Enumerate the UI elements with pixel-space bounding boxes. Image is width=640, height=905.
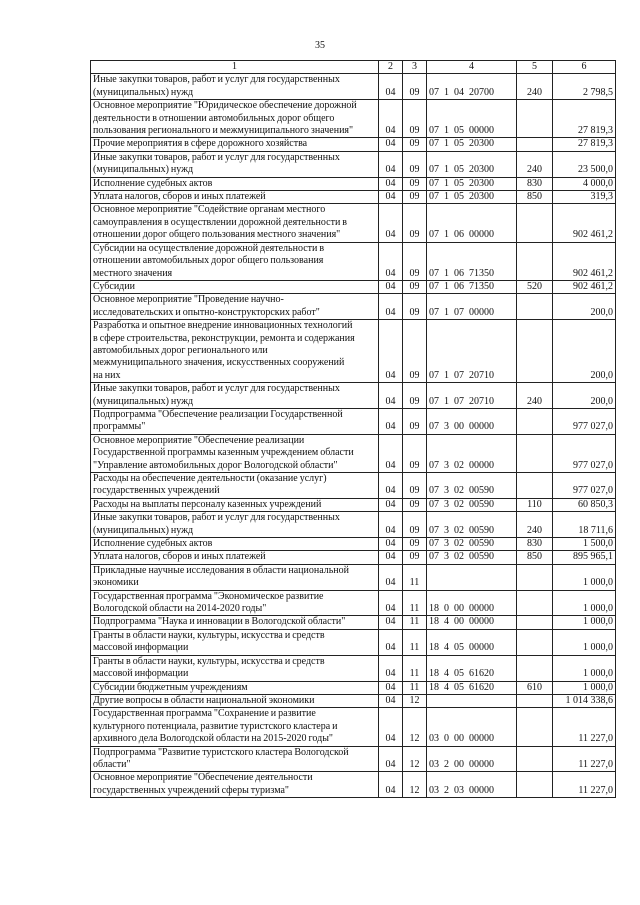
table-row xyxy=(91,100,616,138)
section-code: 04 xyxy=(379,772,403,798)
subsection-code: 11 xyxy=(403,681,427,694)
row-name-line: (муниципальных) нужд xyxy=(93,86,194,98)
target-item-code: 18 4 00 00000 xyxy=(427,616,517,629)
section-code: 04 xyxy=(379,746,403,772)
expense-type-code xyxy=(517,708,553,746)
target-item-code: 07 1 05 20300 xyxy=(427,151,517,177)
row-name-line: Основное мероприятие "Юридическое обеспечение дорожной xyxy=(93,100,357,112)
expense-type-code: 240 xyxy=(517,74,553,100)
row-name xyxy=(91,280,379,293)
subsection-code: 09 xyxy=(403,242,427,280)
amount: 23 500,0 xyxy=(553,151,616,177)
expense-type-code xyxy=(517,746,553,772)
section-code: 04 xyxy=(379,512,403,538)
subsection-code: 09 xyxy=(403,151,427,177)
row-name xyxy=(91,590,379,616)
row-name-line: массовой информации xyxy=(93,668,189,680)
target-item-code: 07 1 05 20300 xyxy=(427,177,517,190)
row-name xyxy=(91,538,379,551)
row-name-line: самоуправления в осуществлении дорожной деятельности в xyxy=(93,216,348,228)
subsection-code: 09 xyxy=(403,538,427,551)
row-name-line: межмуниципального значения, искусственных сооружений xyxy=(93,357,345,369)
expense-type-code xyxy=(517,204,553,242)
target-item-code: 07 1 07 20710 xyxy=(427,320,517,383)
row-name xyxy=(91,629,379,655)
subsection-code: 09 xyxy=(403,320,427,383)
amount: 319,3 xyxy=(553,191,616,204)
row-name-line: пользования регионального и межмуниципального значения" xyxy=(93,125,354,137)
table-row xyxy=(91,629,616,655)
subsection-code: 12 xyxy=(403,772,427,798)
target-item-code: 07 1 05 20300 xyxy=(427,191,517,204)
section-code: 04 xyxy=(379,708,403,746)
subsection-code: 09 xyxy=(403,473,427,499)
expense-type-code xyxy=(517,590,553,616)
row-name-line: (муниципальных) нужд xyxy=(93,164,194,176)
table-row xyxy=(91,681,616,694)
row-name xyxy=(91,655,379,681)
table-row xyxy=(91,320,616,383)
row-name-line: на них xyxy=(93,369,121,381)
row-name-line: местного значения xyxy=(93,267,173,279)
section-code: 04 xyxy=(379,498,403,511)
row-name-line: Основное мероприятие "Обеспечение деятельности xyxy=(93,772,313,784)
amount: 4 000,0 xyxy=(553,177,616,190)
amount: 27 819,3 xyxy=(553,100,616,138)
section-code: 04 xyxy=(379,590,403,616)
expense-type-code xyxy=(517,408,553,434)
amount: 11 227,0 xyxy=(553,772,616,798)
section-code: 04 xyxy=(379,242,403,280)
row-name-line: Уплата налогов, сборов и иных платежей xyxy=(93,191,266,203)
amount: 200,0 xyxy=(553,294,616,320)
row-name xyxy=(91,772,379,798)
expense-type-code xyxy=(517,772,553,798)
amount: 1 014 338,6 xyxy=(553,694,616,707)
expense-type-code xyxy=(517,629,553,655)
target-item-code: 07 3 02 00590 xyxy=(427,538,517,551)
table-row xyxy=(91,138,616,151)
row-name-line: деятельности в отношении автомобильных дорог общего xyxy=(93,112,335,124)
section-code: 04 xyxy=(379,294,403,320)
row-name-line: отношении дорог общего пользования местного значения" xyxy=(93,229,341,241)
section-code: 04 xyxy=(379,564,403,590)
subsection-code: 09 xyxy=(403,383,427,409)
amount: 1 000,0 xyxy=(553,681,616,694)
expense-type-code: 240 xyxy=(517,512,553,538)
expense-type-code xyxy=(517,694,553,707)
amount: 1 000,0 xyxy=(553,629,616,655)
target-item-code: 18 0 00 00000 xyxy=(427,590,517,616)
amount: 11 227,0 xyxy=(553,708,616,746)
section-code: 04 xyxy=(379,204,403,242)
section-code: 04 xyxy=(379,177,403,190)
row-name xyxy=(91,512,379,538)
target-item-code: 07 3 00 00000 xyxy=(427,408,517,434)
expense-type-code: 610 xyxy=(517,681,553,694)
row-name-line: Государственная программа "Сохранение и развитие xyxy=(93,708,316,720)
row-name-line: культурного потенциала, развитие туристского кластера и xyxy=(93,720,338,732)
row-name-line: Субсидии бюджетным учреждениям xyxy=(93,681,248,693)
row-name xyxy=(91,100,379,138)
target-item-code: 18 4 05 61620 xyxy=(427,681,517,694)
header-cell-4: 4 xyxy=(427,61,517,74)
row-name-line: Прочие мероприятия в сфере дорожного хозяйства xyxy=(93,138,308,150)
target-item-code: 03 2 00 00000 xyxy=(427,746,517,772)
amount: 1 000,0 xyxy=(553,590,616,616)
subsection-code: 09 xyxy=(403,74,427,100)
amount: 1 000,0 xyxy=(553,616,616,629)
amount: 977 027,0 xyxy=(553,434,616,472)
target-item-code: 03 2 03 00000 xyxy=(427,772,517,798)
row-name xyxy=(91,138,379,151)
subsection-code: 09 xyxy=(403,408,427,434)
section-code: 04 xyxy=(379,100,403,138)
target-item-code xyxy=(427,564,517,590)
table-row xyxy=(91,708,616,746)
row-name xyxy=(91,294,379,320)
section-code: 04 xyxy=(379,138,403,151)
target-item-code: 03 0 00 00000 xyxy=(427,708,517,746)
target-item-code: 07 1 06 71350 xyxy=(427,280,517,293)
subsection-code: 11 xyxy=(403,564,427,590)
table-row xyxy=(91,204,616,242)
expense-type-code xyxy=(517,564,553,590)
row-name-line: программы" xyxy=(93,421,146,433)
expense-type-code: 240 xyxy=(517,383,553,409)
amount: 60 850,3 xyxy=(553,498,616,511)
table-row xyxy=(91,655,616,681)
expense-type-code xyxy=(517,320,553,383)
header-row xyxy=(91,61,616,74)
amount: 977 027,0 xyxy=(553,408,616,434)
amount: 902 461,2 xyxy=(553,280,616,293)
section-code: 04 xyxy=(379,694,403,707)
target-item-code: 07 1 04 20700 xyxy=(427,74,517,100)
row-name-line: Прикладные научные исследования в области национальной xyxy=(93,564,349,576)
subsection-code: 09 xyxy=(403,512,427,538)
row-name-line: Гранты в области науки, культуры, искусства и средств xyxy=(93,655,325,667)
row-name-line: Иные закупки товаров, работ и услуг для государственных xyxy=(93,74,340,86)
target-item-code: 07 3 02 00590 xyxy=(427,473,517,499)
section-code: 04 xyxy=(379,551,403,564)
target-item-code: 07 3 02 00590 xyxy=(427,498,517,511)
row-name-line: Иные закупки товаров, работ и услуг для государственных xyxy=(93,383,340,395)
expense-type-code xyxy=(517,294,553,320)
header-cell-6: 6 xyxy=(553,61,616,74)
row-name-line: (муниципальных) нужд xyxy=(93,524,194,536)
header-cell-3: 3 xyxy=(403,61,427,74)
amount: 27 819,3 xyxy=(553,138,616,151)
row-name-line: архивного дела Вологодской области на 2015-2020 годы" xyxy=(93,733,333,745)
row-name-line: Иные закупки товаров, работ и услуг для государственных xyxy=(93,151,340,163)
amount: 902 461,2 xyxy=(553,204,616,242)
amount: 1 000,0 xyxy=(553,655,616,681)
section-code: 04 xyxy=(379,191,403,204)
row-name xyxy=(91,204,379,242)
expense-type-code xyxy=(517,242,553,280)
table-row xyxy=(91,74,616,100)
section-code: 04 xyxy=(379,655,403,681)
target-item-code: 07 1 06 71350 xyxy=(427,242,517,280)
row-name-line: "Управление автомобильных дорог Вологодской области" xyxy=(93,459,338,471)
expense-type-code: 850 xyxy=(517,551,553,564)
table-row xyxy=(91,177,616,190)
row-name-line: государственных учреждений xyxy=(93,485,220,497)
row-name xyxy=(91,746,379,772)
table-row xyxy=(91,151,616,177)
table-row xyxy=(91,694,616,707)
section-code: 04 xyxy=(379,383,403,409)
section-code: 04 xyxy=(379,151,403,177)
row-name-line: Гранты в области науки, культуры, искусства и средств xyxy=(93,629,325,641)
row-name xyxy=(91,177,379,190)
budget-table xyxy=(90,60,616,798)
expense-type-code xyxy=(517,100,553,138)
target-item-code: 18 4 05 00000 xyxy=(427,629,517,655)
amount: 1 500,0 xyxy=(553,538,616,551)
table-row xyxy=(91,564,616,590)
subsection-code: 09 xyxy=(403,294,427,320)
row-name xyxy=(91,498,379,511)
subsection-code: 11 xyxy=(403,590,427,616)
section-code: 04 xyxy=(379,434,403,472)
subsection-code: 09 xyxy=(403,191,427,204)
subsection-code: 11 xyxy=(403,616,427,629)
row-name-line: (муниципальных) нужд xyxy=(93,395,194,407)
row-name-line: государственных учреждений сферы туризма" xyxy=(93,784,289,796)
row-name-line: Расходы на выплаты персоналу казенных учреждений xyxy=(93,498,322,510)
section-code: 04 xyxy=(379,681,403,694)
row-name-line: Подпрограмма "Обеспечение реализации Государственной xyxy=(93,408,343,420)
row-name-line: Уплата налогов, сборов и иных платежей xyxy=(93,551,266,563)
row-name-line: Вологодской области на 2014-2020 годы" xyxy=(93,603,267,615)
table-row xyxy=(91,616,616,629)
expense-type-code: 240 xyxy=(517,151,553,177)
row-name-line: Основное мероприятие "Содействие органам местного xyxy=(93,204,326,216)
section-code: 04 xyxy=(379,629,403,655)
row-name-line: Исполнение судебных актов xyxy=(93,177,213,189)
row-name xyxy=(91,151,379,177)
row-name xyxy=(91,242,379,280)
amount: 1 000,0 xyxy=(553,564,616,590)
header-cell-5: 5 xyxy=(517,61,553,74)
row-name xyxy=(91,551,379,564)
row-name xyxy=(91,681,379,694)
subsection-code: 09 xyxy=(403,434,427,472)
row-name-line: Субсидии xyxy=(93,280,135,292)
row-name-line: Субсидии на осуществление дорожной деятельности в xyxy=(93,242,325,254)
subsection-code: 09 xyxy=(403,177,427,190)
section-code: 04 xyxy=(379,538,403,551)
table-row xyxy=(91,590,616,616)
expense-type-code: 110 xyxy=(517,498,553,511)
row-name-line: экономики xyxy=(93,577,139,589)
row-name-line: Иные закупки товаров, работ и услуг для государственных xyxy=(93,512,340,524)
table-row xyxy=(91,294,616,320)
subsection-code: 11 xyxy=(403,629,427,655)
subsection-code: 12 xyxy=(403,708,427,746)
header-cell-1: 1 xyxy=(91,61,379,74)
expense-type-code xyxy=(517,616,553,629)
target-item-code: 18 4 05 61620 xyxy=(427,655,517,681)
expense-type-code xyxy=(517,138,553,151)
row-name-line: Исполнение судебных актов xyxy=(93,538,213,550)
table-row xyxy=(91,473,616,499)
subsection-code: 11 xyxy=(403,655,427,681)
row-name-line: отношении автомобильных дорог общего пользования xyxy=(93,255,324,267)
expense-type-code xyxy=(517,655,553,681)
expense-type-code: 830 xyxy=(517,177,553,190)
amount: 200,0 xyxy=(553,320,616,383)
row-name xyxy=(91,616,379,629)
row-name-line: Разработка и опытное внедрение инновационных технологий xyxy=(93,320,353,332)
row-name xyxy=(91,708,379,746)
table-row xyxy=(91,434,616,472)
table-row xyxy=(91,772,616,798)
row-name-line: Государственной программы казенным учреждением области xyxy=(93,447,354,459)
table-row xyxy=(91,538,616,551)
table-row xyxy=(91,242,616,280)
row-name-line: автомобильных дорог регионального или xyxy=(93,344,268,356)
amount: 902 461,2 xyxy=(553,242,616,280)
row-name-line: Основное мероприятие "Обеспечение реализации xyxy=(93,434,305,446)
subsection-code: 09 xyxy=(403,100,427,138)
target-item-code: 07 1 07 20710 xyxy=(427,383,517,409)
target-item-code: 07 3 02 00590 xyxy=(427,551,517,564)
subsection-code: 12 xyxy=(403,694,427,707)
table-row xyxy=(91,280,616,293)
section-code: 04 xyxy=(379,473,403,499)
row-name xyxy=(91,74,379,100)
subsection-code: 09 xyxy=(403,138,427,151)
target-item-code: 07 1 06 00000 xyxy=(427,204,517,242)
page-number: 35 xyxy=(315,40,325,51)
section-code: 04 xyxy=(379,280,403,293)
target-item-code: 07 1 05 20300 xyxy=(427,138,517,151)
row-name xyxy=(91,320,379,383)
table-row xyxy=(91,191,616,204)
section-code: 04 xyxy=(379,320,403,383)
table-row xyxy=(91,498,616,511)
table-row xyxy=(91,512,616,538)
row-name xyxy=(91,694,379,707)
table-row xyxy=(91,408,616,434)
row-name-line: Государственная программа "Экономическое развитие xyxy=(93,590,324,602)
row-name-line: Другие вопросы в области национальной экономики xyxy=(93,694,315,706)
row-name-line: области" xyxy=(93,758,131,770)
expense-type-code: 830 xyxy=(517,538,553,551)
target-item-code: 07 3 02 00590 xyxy=(427,512,517,538)
amount: 18 711,6 xyxy=(553,512,616,538)
expense-type-code xyxy=(517,473,553,499)
target-item-code: 07 1 07 00000 xyxy=(427,294,517,320)
section-code: 04 xyxy=(379,74,403,100)
section-code: 04 xyxy=(379,616,403,629)
amount: 895 965,1 xyxy=(553,551,616,564)
table-row xyxy=(91,383,616,409)
amount: 11 227,0 xyxy=(553,746,616,772)
row-name-line: в сфере строительства, реконструкции, ремонта и содержания xyxy=(93,332,355,344)
subsection-code: 09 xyxy=(403,551,427,564)
subsection-code: 09 xyxy=(403,498,427,511)
subsection-code: 09 xyxy=(403,204,427,242)
section-code: 04 xyxy=(379,408,403,434)
row-name-line: исследовательских и опытно-конструкторских работ" xyxy=(93,306,320,318)
subsection-code: 09 xyxy=(403,280,427,293)
row-name xyxy=(91,191,379,204)
row-name-line: Основное мероприятие "Проведение научно- xyxy=(93,294,284,306)
header-cell-2: 2 xyxy=(379,61,403,74)
row-name xyxy=(91,473,379,499)
amount: 2 798,5 xyxy=(553,74,616,100)
table-row xyxy=(91,746,616,772)
row-name-line: Подпрограмма "Развитие туристского кластера Вологодской xyxy=(93,746,349,758)
target-item-code: 07 3 02 00000 xyxy=(427,434,517,472)
row-name xyxy=(91,383,379,409)
row-name xyxy=(91,408,379,434)
amount: 977 027,0 xyxy=(553,473,616,499)
expense-type-code: 850 xyxy=(517,191,553,204)
table-row xyxy=(91,551,616,564)
subsection-code: 12 xyxy=(403,746,427,772)
expense-type-code: 520 xyxy=(517,280,553,293)
expense-type-code xyxy=(517,434,553,472)
row-name-line: Подпрограмма "Наука и инновации в Вологодской области" xyxy=(93,616,346,628)
amount: 200,0 xyxy=(553,383,616,409)
target-item-code: 07 1 05 00000 xyxy=(427,100,517,138)
row-name xyxy=(91,564,379,590)
row-name xyxy=(91,434,379,472)
row-name-line: массовой информации xyxy=(93,642,189,654)
target-item-code xyxy=(427,694,517,707)
row-name-line: Расходы на обеспечение деятельности (оказание услуг) xyxy=(93,473,327,484)
